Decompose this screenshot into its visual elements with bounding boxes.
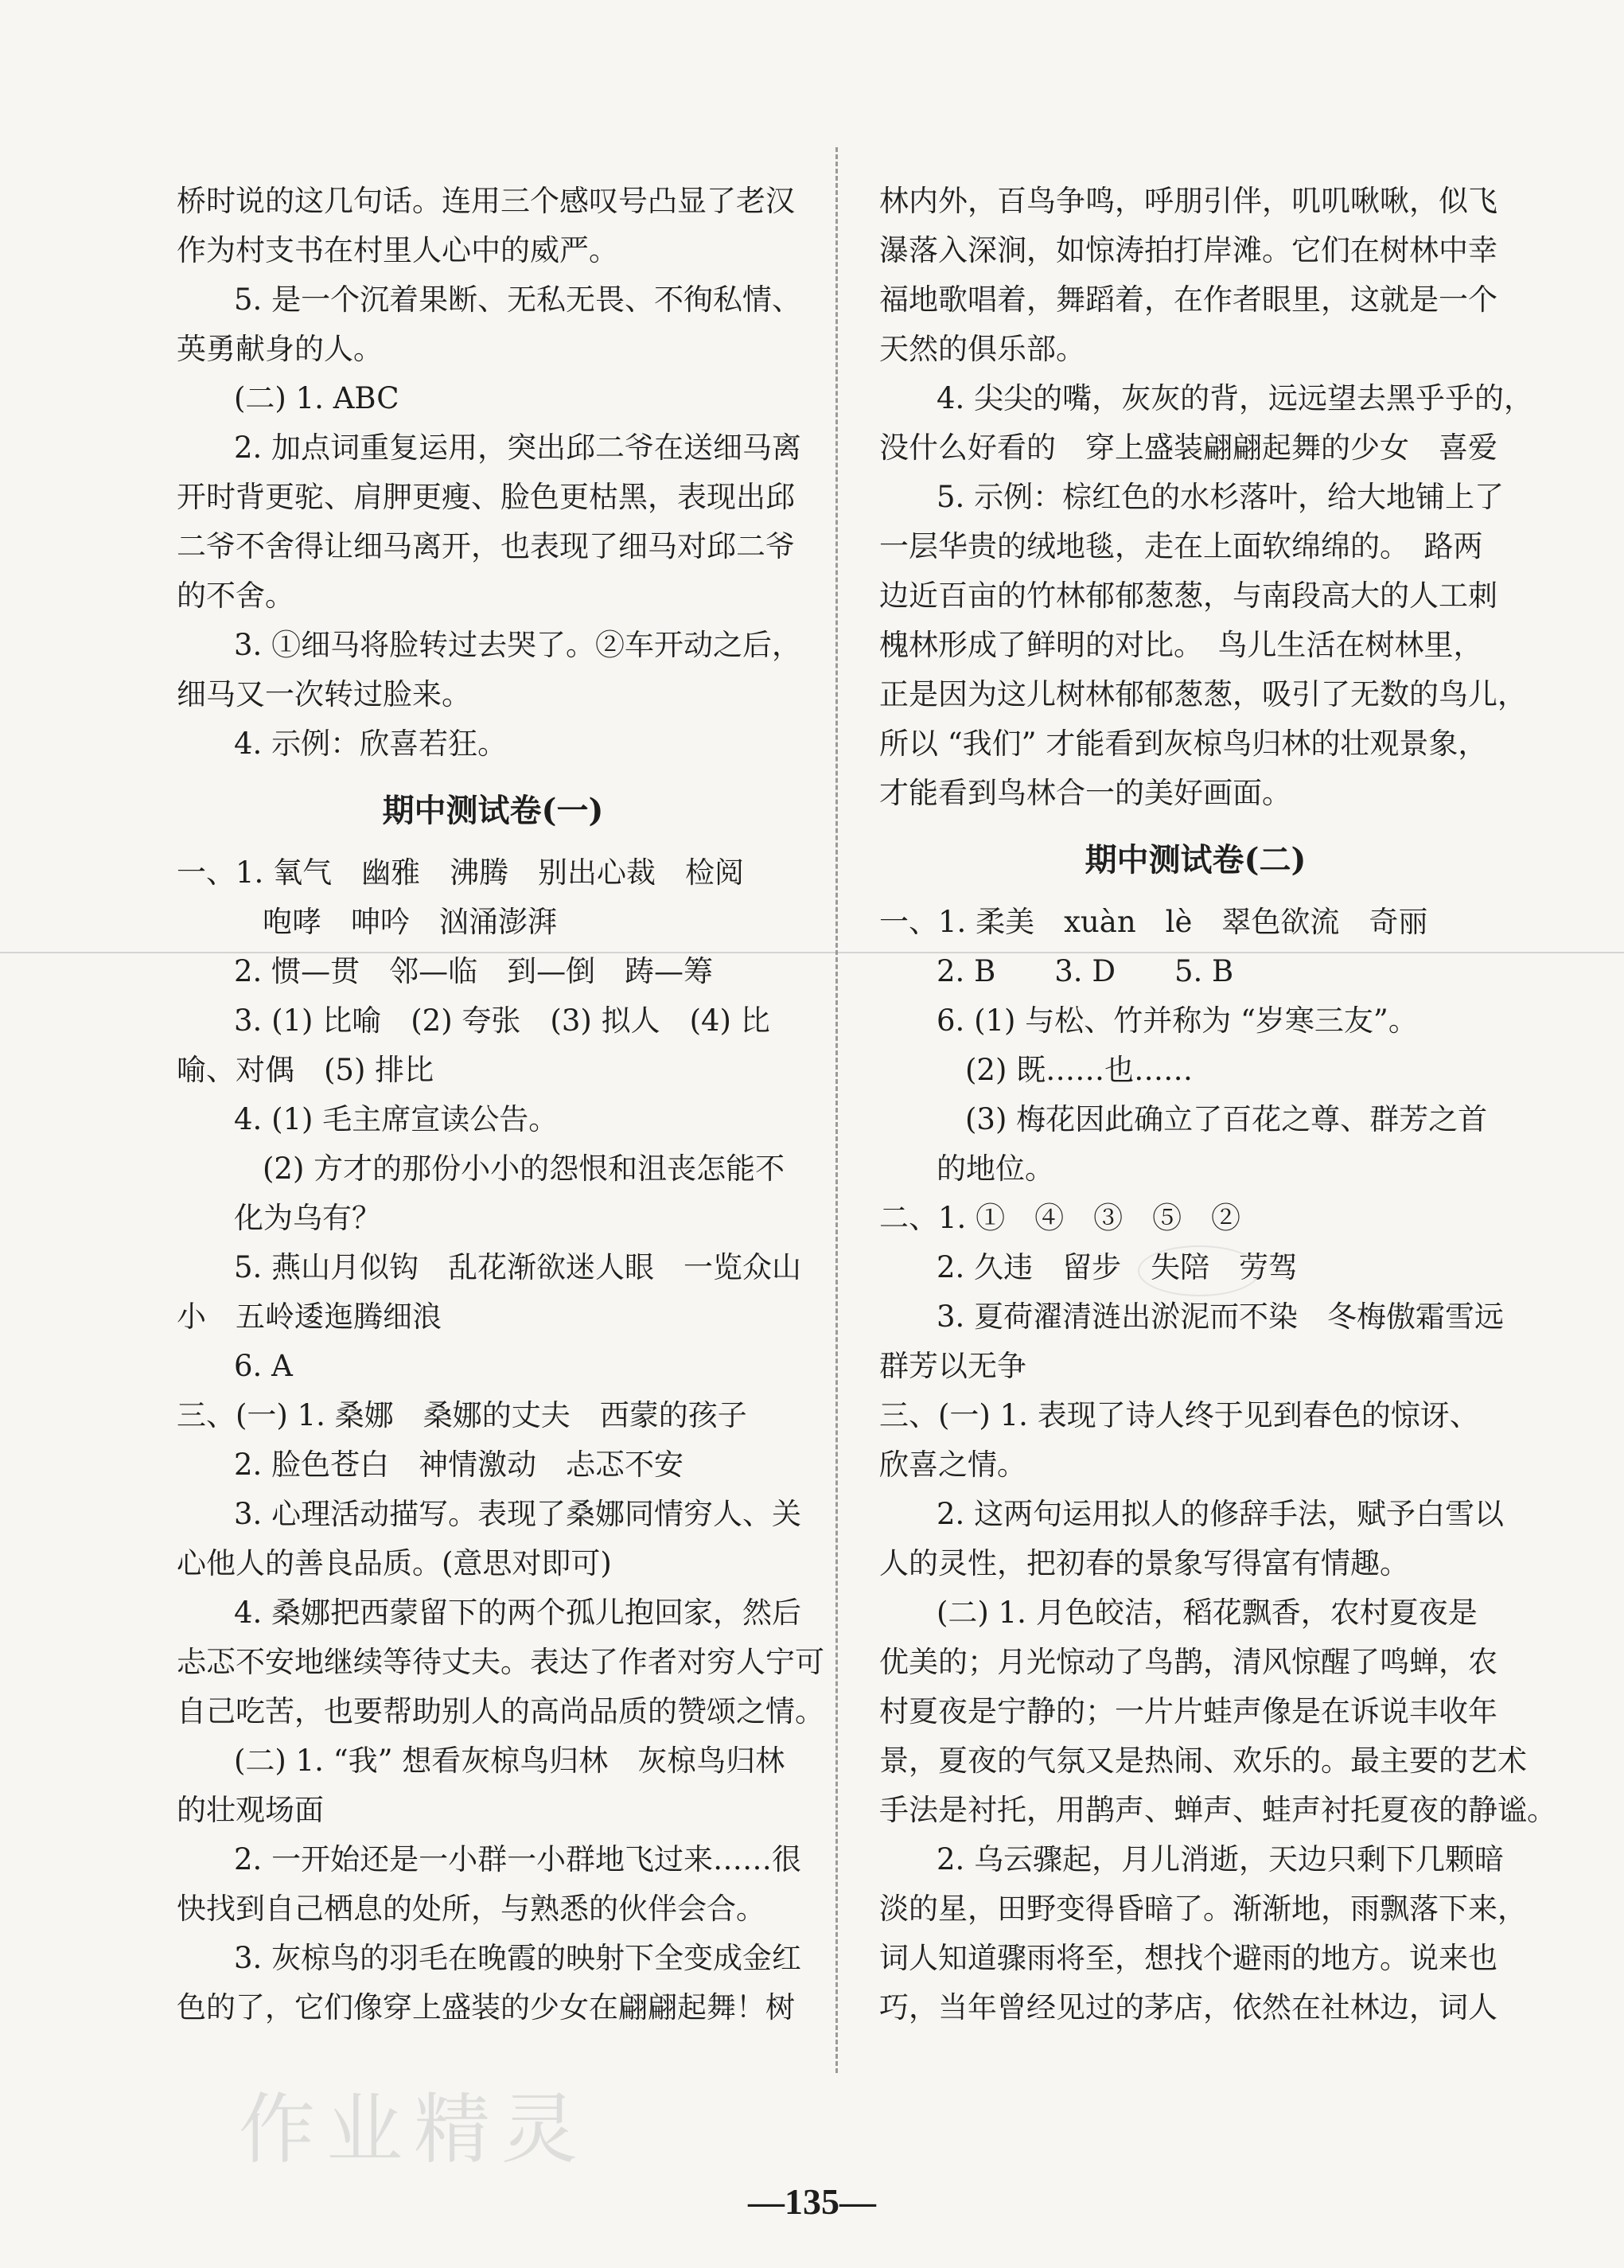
answer-line: 化为乌有？ bbox=[234, 1201, 381, 1235]
section-heading: 期中测试卷(二) bbox=[1085, 841, 1307, 879]
answer-line: 瀑落入深涧，如惊涛拍打岸滩。它们在树林中幸 bbox=[879, 233, 1497, 267]
answer-line: 林内外，百鸟争鸣，呼朋引伴，叽叽啾啾，似飞 bbox=[879, 184, 1497, 218]
answer-line: 群芳以无争 bbox=[879, 1349, 1026, 1383]
answer-line: 一、1. 氧气 幽雅 沸腾 别出心裁 检阅 bbox=[177, 855, 745, 890]
answer-line: 三、(一) 1. 表现了诗人终于见到春色的惊讶、 bbox=[879, 1398, 1479, 1432]
answer-line: 3. 夏荷濯清涟出淤泥而不染 冬梅傲霜雪远 bbox=[937, 1300, 1505, 1334]
section-heading: 期中测试卷(一) bbox=[382, 792, 604, 829]
answer-line: 2. 这两句运用拟人的修辞手法，赋予白雪以 bbox=[937, 1497, 1505, 1531]
faint-stamp-mark bbox=[1138, 1245, 1260, 1296]
answer-line: 作为村支书在村里人心中的威严。 bbox=[177, 233, 618, 267]
watermark-text: 作业精灵 bbox=[239, 2085, 589, 2174]
answer-line: 的壮观场面 bbox=[177, 1793, 324, 1827]
answer-line: 小 五岭逶迤腾细浪 bbox=[177, 1300, 442, 1334]
answer-line: 槐林形成了鲜明的对比。 鸟儿生活在树林里， bbox=[879, 628, 1483, 662]
answer-line: 景，夏夜的气氛又是热闹、欢乐的。最主要的艺术 bbox=[879, 1744, 1527, 1778]
answer-line: 手法是衬托，用鹊声、蝉声、蛙声衬托夏夜的静谧。 bbox=[879, 1793, 1556, 1827]
answer-line: 喻、对偶 (5) 排比 bbox=[177, 1053, 434, 1087]
answer-line: (二) 1. 月色皎洁，稻花飘香，农村夏夜是 bbox=[937, 1596, 1478, 1630]
answer-line: 6. (1) 与松、竹并称为 “岁寒三友”。 bbox=[937, 1003, 1418, 1038]
answer-line: 福地歌唱着，舞蹈着，在作者眼里，这就是一个 bbox=[879, 283, 1497, 317]
answer-line: 二、1. ① ④ ③ ⑤ ② bbox=[879, 1201, 1241, 1235]
answer-line: 5. 是一个沉着果断、无私无畏、不徇私情、 bbox=[234, 283, 802, 317]
answer-line: 5. 示例：棕红色的水杉落叶，给大地铺上了 bbox=[937, 480, 1505, 514]
answer-line: 桥时说的这几句话。连用三个感叹号凸显了老汉 bbox=[177, 184, 795, 218]
answer-line: 咆哮 呻吟 汹涌澎湃 bbox=[263, 905, 557, 939]
answer-line: 3. ①细马将脸转过去哭了。②车开动之后， bbox=[234, 628, 802, 662]
answer-line: 6. A bbox=[234, 1349, 293, 1383]
answer-line: 5. 燕山月似钩 乱花渐欲迷人眼 一览众山 bbox=[234, 1250, 802, 1284]
answer-line: 没什么好看的 穿上盛装翩翩起舞的少女 喜爱 bbox=[879, 431, 1497, 465]
answer-line: 快找到自己栖息的处所，与熟悉的伙伴会合。 bbox=[177, 1892, 765, 1926]
answer-line: (3) 梅花因此确立了百花之尊、群芳之首 bbox=[965, 1102, 1488, 1136]
answer-line: (2) 方才的那份小小的怨恨和沮丧怎能不 bbox=[263, 1152, 785, 1186]
answer-line: 人的灵性，把初春的景象写得富有情趣。 bbox=[879, 1546, 1409, 1580]
answer-line: 英勇献身的人。 bbox=[177, 332, 383, 366]
answer-line: 4. (1) 毛主席宣读公告。 bbox=[234, 1102, 559, 1136]
answer-line: 淡的星，田野变得昏暗了。渐渐地，雨飘落下来， bbox=[879, 1892, 1527, 1926]
column-divider bbox=[835, 147, 838, 2073]
answer-line: 4. 示例：欣喜若狂。 bbox=[234, 727, 508, 761]
answer-line: 词人知道骤雨将至，想找个避雨的地方。说来也 bbox=[879, 1941, 1497, 1975]
answer-line: (二) 1. ABC bbox=[234, 381, 399, 415]
answer-line: 欣喜之情。 bbox=[879, 1448, 1026, 1482]
answer-line: (2) 既……也…… bbox=[965, 1053, 1194, 1087]
right-column bbox=[879, 177, 1556, 2032]
answer-line: 2. 一开始还是一小群一小群地飞过来……很 bbox=[234, 1842, 802, 1876]
left-column bbox=[177, 177, 824, 2032]
answer-line: 优美的；月光惊动了鸟鹊，清风惊醒了鸣蝉，农 bbox=[879, 1645, 1497, 1679]
answer-line: 二爷不舍得让细马离开，也表现了细马对邱二爷 bbox=[177, 529, 795, 563]
answer-line: 开时背更驼、肩胛更瘦、脸色更枯黑，表现出邱 bbox=[177, 480, 795, 514]
answer-line: 2. 加点词重复运用，突出邱二爷在送细马离 bbox=[234, 431, 802, 465]
answer-line: 一、1. 柔美 xuàn lè 翠色欲流 奇丽 bbox=[879, 905, 1428, 939]
page-number: —135— bbox=[748, 2181, 876, 2222]
answer-line: 3. (1) 比喻 (2) 夸张 (3) 拟人 (4) 比 bbox=[234, 1003, 770, 1038]
answer-line: 正是因为这儿树林郁郁葱葱，吸引了无数的鸟儿， bbox=[879, 677, 1527, 711]
answer-line: 边近百亩的竹林郁郁葱葱，与南段高大的人工刺 bbox=[879, 579, 1497, 613]
answer-line: 天然的俱乐部。 bbox=[879, 332, 1085, 366]
answer-line: 村夏夜是宁静的；一片片蛙声像是在诉说丰收年 bbox=[879, 1694, 1497, 1728]
answer-line: 细马又一次转过脸来。 bbox=[177, 677, 471, 711]
answer-line: 4. 尖尖的嘴，灰灰的背，远远望去黑乎乎的， bbox=[937, 381, 1534, 415]
answer-line: 才能看到鸟林合一的美好画面。 bbox=[879, 776, 1291, 810]
answer-line: 色的了，它们像穿上盛装的少女在翩翩起舞！树 bbox=[177, 1990, 795, 2024]
answer-line: 2. 惯—贯 邻—临 到—倒 踌—筹 bbox=[234, 954, 714, 988]
answer-line: 所以 “我们” 才能看到灰椋鸟归林的壮观景象， bbox=[879, 727, 1488, 761]
answer-line: (二) 1. “我” 想看灰椋鸟归林 灰椋鸟归林 bbox=[234, 1744, 785, 1778]
answer-line: 巧，当年曾经见过的茅店，依然在社林边，词人 bbox=[879, 1990, 1497, 2024]
answer-line: 一层华贵的绒地毯，走在上面软绵绵的。 路两 bbox=[879, 529, 1483, 563]
answer-line: 三、(一) 1. 桑娜 桑娜的丈夫 西蒙的孩子 bbox=[177, 1398, 747, 1432]
answer-line: 2. 乌云骤起，月儿消逝，天边只剩下几颗暗 bbox=[937, 1842, 1505, 1876]
answer-line: 自己吃苦，也要帮助别人的高尚品质的赞颂之情。 bbox=[177, 1694, 824, 1728]
answer-line: 3. 灰椋鸟的羽毛在晚霞的映射下全变成金红 bbox=[234, 1941, 802, 1975]
answer-line: 的不舍。 bbox=[177, 579, 294, 613]
answer-line: 2. B 3. D 5. B bbox=[937, 954, 1234, 988]
answer-line: 忐忑不安地继续等待丈夫。表达了作者对穷人宁可 bbox=[177, 1645, 824, 1679]
answer-line: 3. 心理活动描写。表现了桑娜同情穷人、关 bbox=[234, 1497, 802, 1531]
answer-line: 2. 脸色苍白 神情激动 忐忑不安 bbox=[234, 1448, 684, 1482]
answer-line: 4. 桑娜把西蒙留下的两个孤儿抱回家，然后 bbox=[234, 1596, 802, 1630]
answer-line: 2. 久违 留步 失陪 劳驾 bbox=[937, 1250, 1299, 1284]
answer-line: 的地位。 bbox=[937, 1152, 1054, 1186]
answer-line: 心他人的善良品质。(意思对即可) bbox=[177, 1546, 612, 1580]
